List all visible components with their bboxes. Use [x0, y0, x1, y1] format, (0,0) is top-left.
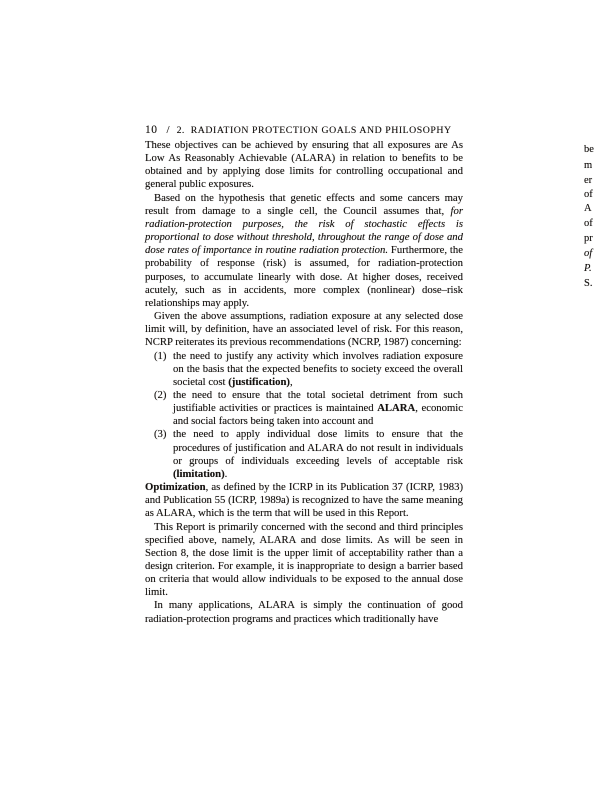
text-run: , as defined by the ICRP in its Publication 37 (ICRP, 1983) and Publication 55 (ICRP, 1989a) is recognized to have the same meaning as ALARA, which is the term that will be used in this Report. — [145, 481, 463, 520]
text-run: Optimization — [145, 481, 206, 494]
text-run: These objectives can be achieved by ensuring that all exposures are As Low As Reasonably Achievable (ALARA) in relation to benefits to be obtained and by applying dose limits for controlling occupational and general public exposures. — [145, 139, 463, 191]
text-run: . — [224, 467, 228, 480]
text-run: the need to apply individual dose limits to ensure that the procedures of justification and ALARA do not result in individuals or groups of individuals exceeding levels of acceptable risk — [173, 428, 463, 467]
bleed-text-fragment: m — [584, 160, 593, 171]
text-run: ALARA — [377, 402, 416, 415]
bleed-text-fragment: S. — [584, 278, 593, 289]
text-run: the need to justify any activity which involves radiation exposure on the basis that the expected benefits to society exceed the overall societal cost — [173, 349, 463, 388]
running-header — [145, 120, 465, 138]
body-text-column — [145, 139, 463, 626]
text-run: , — [289, 375, 293, 388]
bleed-text-fragment: pr — [584, 233, 593, 244]
bleed-text-fragment: er — [584, 175, 593, 186]
body-paragraph — [145, 192, 463, 310]
bleed-text-fragment: A — [584, 203, 592, 214]
bleed-text-fragment: be — [584, 144, 594, 155]
body-paragraph — [145, 139, 463, 192]
chapter-title: RADIATION PROTECTION GOALS AND PHILOSOPHY — [190, 125, 452, 136]
text-run: the need to ensure that the total societal detriment from such justifiable activities or practices is maintained — [173, 388, 463, 415]
text-run: Furthermore, the probability of response (risk) is assumed, for radiation-protection purposes, to accumulate linearly with dose. At higher doses, received acutely, such as in accidents, more complex (nonlinear) dose–risk relationships may apply. — [145, 244, 463, 309]
text-run: Given the above assumptions, radiation exposure at any selected dose limit will, by definition, have an associated level of risk. For this reason, NCRP reiterates its previous recommendations (NCRP, 1987) concerning: — [145, 310, 463, 349]
facing-page-bleed-column — [584, 0, 611, 792]
bleed-text-fragment: of — [584, 218, 593, 229]
chapter-number: 2. — [176, 125, 185, 136]
list-item — [145, 350, 463, 389]
text-run: In many applications, ALARA is simply the continuation of good radiation-protection programs and practices which traditionally have — [145, 599, 463, 625]
list-item — [145, 389, 463, 428]
text-run: (justification) — [228, 375, 290, 388]
text-run: , economic and social factors being taken into account and — [173, 402, 463, 428]
text-run: Based on the hypothesis that genetic effects and some cancers may result from damage to a single cell, the Council assumes that, — [145, 191, 463, 217]
text-run: This Report is primarily concerned with the second and third principles specified above, namely, ALARA and dose limits. As will be seen in Section 8, the dose limit is the upper limit of acceptability rather than a design criterion. For example, it is inappropriate to design a barrier based on criteria that would allow individuals to be exposed to the annual dose limit. — [145, 520, 463, 599]
list-item-marker: (1) — [154, 349, 167, 362]
body-paragraph — [145, 521, 463, 600]
bleed-text-fragment: P. — [584, 263, 592, 274]
header-separator: / — [166, 124, 170, 136]
list-item — [145, 428, 463, 481]
list-item-marker: (2) — [154, 388, 167, 401]
body-paragraph — [145, 599, 463, 625]
body-paragraph — [145, 481, 463, 520]
text-run: (limitation) — [173, 467, 225, 480]
page-number: 10 — [145, 124, 158, 136]
list-item-marker: (3) — [154, 428, 167, 441]
bleed-text-fragment: of — [584, 189, 593, 200]
body-paragraph — [145, 310, 463, 349]
bleed-text-fragment: of — [584, 248, 593, 259]
text-run: for radiation-protection purposes, the risk of stochastic effects is proportional to dose without threshold, throughout the range of dose and dose rates of importance in routine radiation protection. — [145, 204, 463, 257]
